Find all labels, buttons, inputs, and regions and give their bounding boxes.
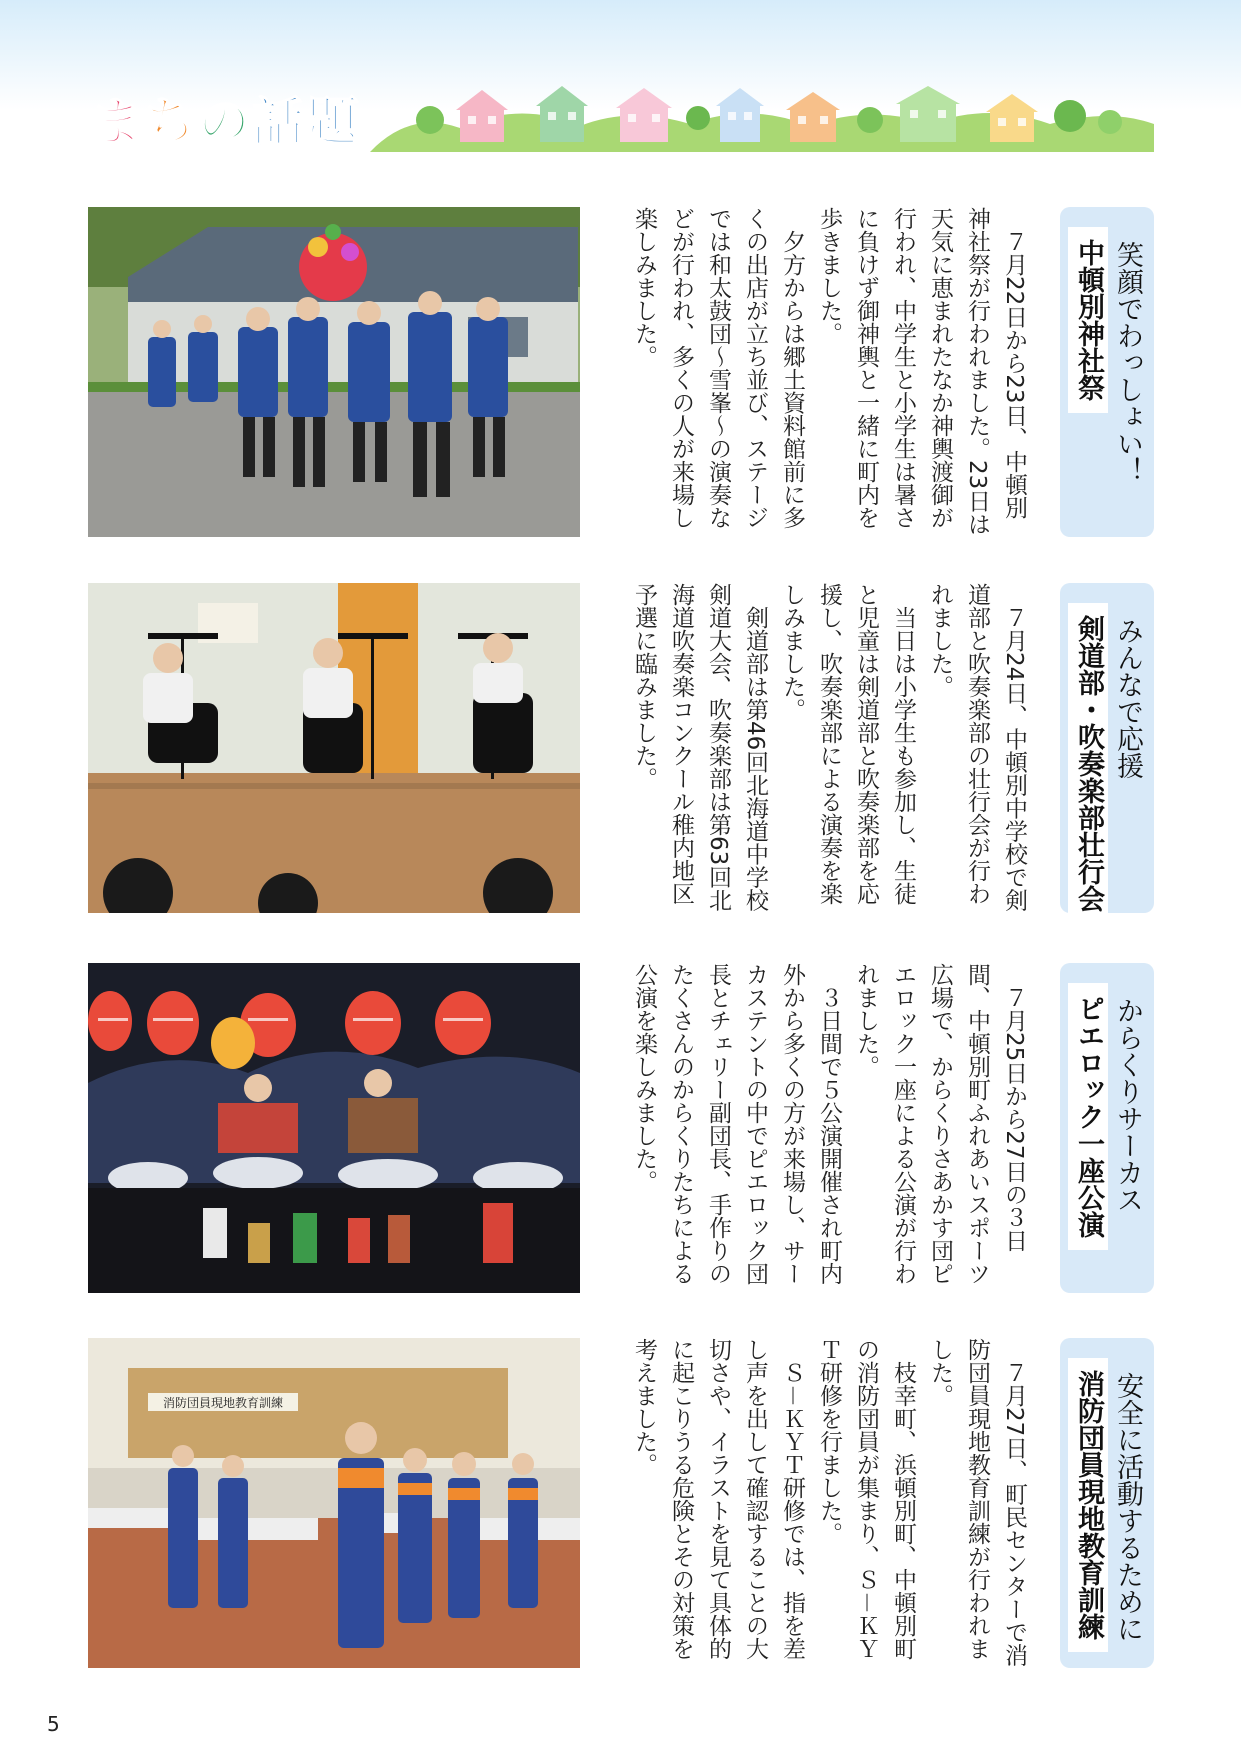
article-body (625, 963, 1032, 1293)
town-illustration (370, 80, 1154, 152)
festival-parade-photo (88, 207, 580, 537)
article-paragraph: ７月25日から27日の３日間、中頓別町ふれあいスポーツ広場で、からくりさあかす団ピエロック一座による公演が行われました。 (853, 963, 1027, 1285)
article-headline: ピエロック一座公演 (1068, 983, 1108, 1250)
article-paragraph: 夕方からは郷土資料館前に多くの出店が立ち並び、ステージでは和太鼓団～雪峯～の演奏などが行われ、多くの人が来場し楽しみました。 (631, 207, 805, 529)
title-char: ち (144, 93, 199, 153)
banner-text: 消防団員現地教育訓練 (162, 1396, 284, 1410)
fire-brigade-training-photo (88, 1338, 580, 1668)
article-headline: 中頓別神社祭 (1068, 227, 1108, 413)
title-char: 話題 (252, 93, 361, 153)
article-kicker: からくりサーカス (1112, 997, 1143, 1213)
article-kicker: 笑顔でわっしょい！ (1112, 241, 1143, 484)
page-number: 5 (47, 1712, 60, 1736)
band-performance-photo (88, 583, 580, 913)
article-paragraph: ７月27日、町民センターで消防団員現地教育訓練が行われました。 (927, 1338, 1027, 1667)
article-headline: 剣道部・吹奏楽部壮行会 (1068, 603, 1108, 924)
article-fire-brigade (88, 1338, 1154, 1668)
article-body (625, 207, 1032, 537)
title-char: の (198, 93, 253, 153)
article-paragraph: ３日間で５公演開催され町内外から多くの方が来場し、サーカステントの中でピエロック団長とチェリー副団長、手作りのたくさんのからくりたちによる公演を楽しみました。 (631, 963, 842, 1285)
article-paragraph: 枝幸町、浜頓別町、中頓別町の消防団員が集まり、Ｓ－ＫＹＴ研修を行ました。 (816, 1338, 916, 1660)
article-send-off-rally (88, 583, 1154, 913)
article-kicker: みんなで応援 (1112, 617, 1143, 779)
page-title (90, 80, 360, 155)
article-shrine-festival (88, 207, 1154, 537)
article-headline: 消防団員現地教育訓練 (1068, 1358, 1108, 1652)
article-title-box (1060, 583, 1154, 913)
article-kicker: 安全に活動するために (1112, 1372, 1143, 1642)
article-body (625, 1338, 1032, 1668)
article-body (625, 583, 1032, 913)
article-paragraph: Ｓ－ＫＹＴ研修では、指を差し声を出して確認することの大切さや、イラストを見て具体的に起こりうる危険とその対策を考えました。 (631, 1338, 805, 1660)
article-paragraph: ７月22日から23日、中頓別神社祭が行われました。23日は天気に恵まれたなか神輿渡御が行われ、中学生と小学生は暑さに負けず御神輿と一緒に町内を歩きました。 (816, 207, 1027, 536)
article-circus (88, 963, 1154, 1293)
article-paragraph: 当日は小学生も参加し、生徒と児童は剣道部と吹奏楽部を応援し、吹奏楽部による演奏を楽しみました。 (779, 583, 916, 905)
title-char: ま (90, 93, 145, 153)
article-paragraph: 剣道部は第46回北海道中学校剣道大会、吹奏楽部は第63回北海道吹奏楽コンクール稚内地区予選に臨みました。 (631, 583, 768, 912)
article-title-box (1060, 1338, 1154, 1668)
article-title-box (1060, 963, 1154, 1293)
page-header (0, 0, 1241, 170)
article-title-box (1060, 207, 1154, 537)
article-paragraph: ７月24日、中頓別中学校で剣道部と吹奏楽部の壮行会が行われました。 (927, 583, 1027, 912)
puppet-show-photo (88, 963, 580, 1293)
